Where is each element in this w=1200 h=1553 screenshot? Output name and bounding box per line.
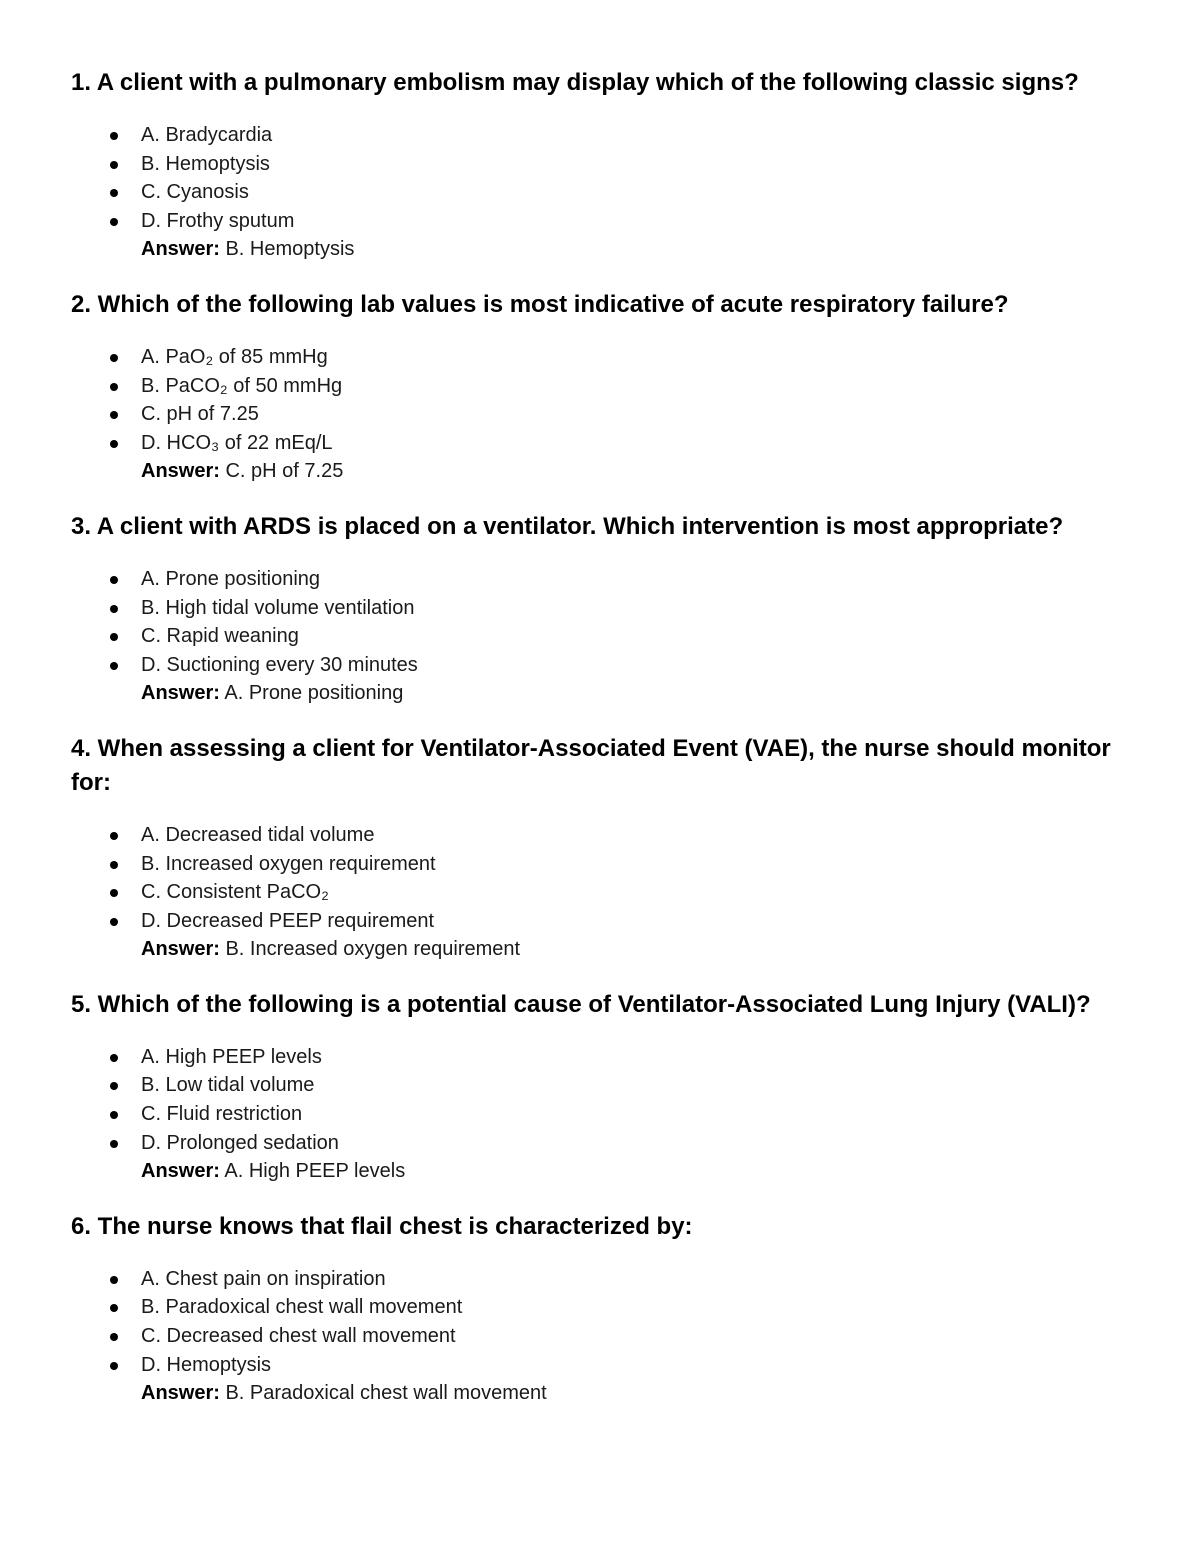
option-item bbox=[141, 343, 1151, 372]
option-text: B. Paradoxical chest wall movement bbox=[141, 1296, 463, 1319]
bullet-icon bbox=[110, 576, 118, 584]
option-text: B. PaCO₂ of 50 mmHg bbox=[141, 374, 343, 397]
bullet-icon bbox=[110, 1276, 118, 1284]
option-item bbox=[141, 372, 1151, 401]
option-item bbox=[141, 1265, 1151, 1294]
question-2 bbox=[71, 288, 1151, 486]
option-list bbox=[71, 821, 1151, 935]
bullet-icon bbox=[110, 218, 118, 226]
option-text: C. Decreased chest wall movement bbox=[141, 1325, 456, 1348]
bullet-icon bbox=[110, 411, 118, 419]
option-text: C. Cyanosis bbox=[141, 181, 249, 204]
question-title: 2. Which of the following lab values is most indicative of acute respiratory failure? bbox=[71, 290, 1009, 318]
bullet-icon bbox=[110, 1362, 118, 1370]
answer-label: Answer: bbox=[141, 682, 220, 705]
bullet-icon bbox=[110, 861, 118, 869]
answer-line bbox=[71, 457, 1151, 486]
bullet-icon bbox=[110, 1054, 118, 1062]
option-text: B. High tidal volume ventilation bbox=[141, 596, 415, 619]
option-item bbox=[141, 565, 1151, 594]
answer-text: C. pH of 7.25 bbox=[225, 460, 344, 483]
question-4 bbox=[71, 732, 1151, 964]
question-title: 6. The nurse knows that flail chest is characterized by: bbox=[71, 1212, 693, 1240]
question-title: 3. A client with ARDS is placed on a ventilator. Which intervention is most appropriate? bbox=[71, 512, 1064, 540]
answer-line bbox=[71, 679, 1151, 708]
option-text: D. HCO₃ of 22 mEq/L bbox=[141, 431, 333, 454]
option-item bbox=[141, 1293, 1151, 1322]
bullet-icon bbox=[110, 1111, 118, 1119]
option-item bbox=[141, 121, 1151, 150]
option-item bbox=[141, 821, 1151, 850]
option-item bbox=[141, 1351, 1151, 1380]
option-item bbox=[141, 907, 1151, 936]
option-item bbox=[141, 1129, 1151, 1158]
option-list bbox=[71, 121, 1151, 235]
bullet-icon bbox=[110, 132, 118, 140]
option-text: B. Low tidal volume bbox=[141, 1074, 315, 1097]
bullet-icon bbox=[110, 832, 118, 840]
answer-line bbox=[71, 235, 1151, 264]
option-item bbox=[141, 1071, 1151, 1100]
answer-text: B. Paradoxical chest wall movement bbox=[225, 1382, 547, 1405]
question-3 bbox=[71, 510, 1151, 708]
question-title: 5. Which of the following is a potential cause of Ventilator-Associated Lung Injury (VALI)? bbox=[71, 990, 1091, 1018]
bullet-icon bbox=[110, 889, 118, 897]
option-item bbox=[141, 878, 1151, 907]
option-text: C. pH of 7.25 bbox=[141, 403, 259, 426]
question-6 bbox=[71, 1210, 1151, 1408]
bullet-icon bbox=[110, 1082, 118, 1090]
option-text: A. Bradycardia bbox=[141, 124, 273, 146]
bullet-icon bbox=[110, 383, 118, 391]
option-item bbox=[141, 178, 1151, 207]
answer-line bbox=[71, 935, 1151, 964]
answer-text: B. Hemoptysis bbox=[225, 238, 355, 261]
bullet-icon bbox=[110, 633, 118, 641]
bullet-icon bbox=[110, 918, 118, 926]
option-list bbox=[71, 1265, 1151, 1379]
bullet-icon bbox=[110, 354, 118, 362]
option-list bbox=[71, 1043, 1151, 1157]
question-title: 1. A client with a pulmonary embolism may display which of the following classic signs? bbox=[71, 69, 1079, 96]
answer-label: Answer: bbox=[141, 938, 220, 961]
option-item bbox=[141, 150, 1151, 179]
option-item bbox=[141, 622, 1151, 651]
option-text: C. Fluid restriction bbox=[141, 1103, 303, 1126]
answer-label: Answer: bbox=[141, 1160, 220, 1183]
option-item bbox=[141, 400, 1151, 429]
bullet-icon bbox=[110, 189, 118, 197]
answer-text: B. Increased oxygen requirement bbox=[225, 938, 521, 961]
option-text: C. Consistent PaCO₂ bbox=[141, 881, 329, 904]
option-item bbox=[141, 1043, 1151, 1072]
bullet-icon bbox=[110, 605, 118, 613]
bullet-icon bbox=[110, 662, 118, 670]
answer-label: Answer: bbox=[141, 460, 220, 483]
option-text: D. Decreased PEEP requirement bbox=[141, 909, 435, 932]
option-text: A. Decreased tidal volume bbox=[141, 823, 375, 846]
option-text: C. Rapid weaning bbox=[141, 625, 299, 648]
option-item bbox=[141, 207, 1151, 236]
option-text: A. Chest pain on inspiration bbox=[141, 1267, 386, 1290]
option-text: B. Increased oxygen requirement bbox=[141, 852, 436, 875]
bullet-icon bbox=[110, 1333, 118, 1341]
option-list bbox=[71, 565, 1151, 679]
option-item bbox=[141, 651, 1151, 680]
option-text: A. Prone positioning bbox=[141, 567, 321, 590]
answer-line bbox=[71, 1157, 1151, 1186]
question-title: 4. When assessing a client for Ventilator-Associated Event (VAE), the nurse should monitor for: bbox=[71, 734, 1111, 796]
bullet-icon bbox=[110, 1140, 118, 1148]
answer-text: A. Prone positioning bbox=[224, 682, 404, 705]
option-text: D. Hemoptysis bbox=[141, 1353, 272, 1376]
bullet-icon bbox=[110, 161, 118, 169]
option-text: D. Frothy sputum bbox=[141, 209, 295, 232]
option-text: B. Hemoptysis bbox=[141, 152, 270, 175]
option-item bbox=[141, 850, 1151, 879]
option-text: D. Prolonged sedation bbox=[141, 1131, 339, 1154]
option-text: A. PaO₂ of 85 mmHg bbox=[141, 345, 328, 368]
option-item bbox=[141, 1100, 1151, 1129]
option-list bbox=[71, 343, 1151, 457]
option-text: A. High PEEP levels bbox=[141, 1045, 322, 1068]
answer-label: Answer: bbox=[141, 1382, 220, 1405]
option-text: D. Suctioning every 30 minutes bbox=[141, 653, 418, 676]
document-page bbox=[71, 66, 1151, 1408]
answer-line bbox=[71, 1379, 1151, 1408]
answer-label: Answer: bbox=[141, 238, 220, 261]
bullet-icon bbox=[110, 1304, 118, 1312]
question-5 bbox=[71, 988, 1151, 1186]
bullet-icon bbox=[110, 440, 118, 448]
answer-text: A. High PEEP levels bbox=[224, 1160, 406, 1183]
question-1 bbox=[71, 66, 1151, 264]
option-item bbox=[141, 429, 1151, 458]
option-item bbox=[141, 1322, 1151, 1351]
option-item bbox=[141, 594, 1151, 623]
